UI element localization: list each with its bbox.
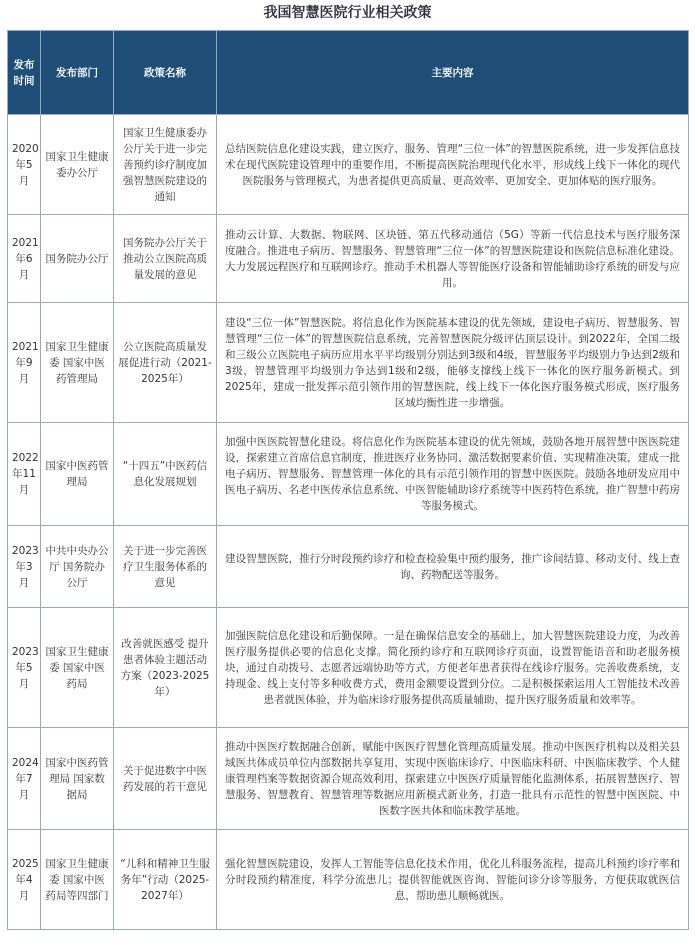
cell-content: 建设智慧医院，推行分时段预约诊疗和检查检验集中预约服务，推广诊间结算、移动支付、线上查询、药物配送等服务。 [217, 526, 689, 608]
table-header-row [8, 31, 689, 115]
cell-dept: 国务院办公厅 [41, 215, 114, 303]
header-dept: 发布部门 [41, 31, 114, 115]
table-row [8, 830, 689, 930]
cell-policy: “十四五”中医药信息化发展规划 [114, 423, 217, 526]
cell-content: 推动中医医疗数据融合创新，赋能中医医疗智慧化管理高质量发展。推动中医医疗机构以及相关县域医共体成员单位内部数据共享复用，实现中医临床诊疗、中医临床科研、中医临床教学、个人健康管理档案等数据资源合规高效利用，探索建立中医医疗质量智能化监测体系，拓展智慧医疗、智慧服务、智慧教育、智慧管理等数据应用新模式新业务，打造一批具有示范性的智慧中医医院、中医数字医共体和临床教学基地。 [217, 728, 689, 830]
table-row [8, 728, 689, 830]
header-date: 发布时间 [8, 31, 41, 115]
cell-policy: “儿科和精神卫生服务年”行动（2025-2027年） [114, 830, 217, 930]
cell-date: 2020年5月 [8, 115, 41, 215]
table-row [8, 608, 689, 728]
page-title: 我国智慧医院行业相关政策 [263, 5, 432, 21]
table-row [8, 115, 689, 215]
cell-date: 2021年9月 [8, 303, 41, 423]
cell-content: 加强医院信息化建设和后勤保障。一是在确保信息安全的基础上，加大智慧医院建设力度，为改善医疗服务提供必要的信息化支撑。简化预约诊疗和互联网诊疗页面，设置智能语音和助老服务模块，通过自动拨号、志愿者远端协助等方式，方便老年患者获得在线诊疗服务。完善收费系统，支持现金、线上支付等多种收费方式，费用金额要设置到分位。二是积极探索运用人工智能技术改善患者就医体验，并为临床诊疗服务提供高质量辅助，提升医疗服务质量和效率等。 [217, 608, 689, 728]
cell-date: 2024年7月 [8, 728, 41, 830]
cell-dept: 国家卫生健康委办公厅 [41, 115, 114, 215]
cell-policy: 关于促进数字中医药发展的若干意见 [114, 728, 217, 830]
cell-date: 2023年5月 [8, 608, 41, 728]
cell-content: 强化智慧医院建设，发挥人工智能等信息化技术作用，优化儿科服务流程，提高儿科预约诊疗率和分时段预约精准度，科学分流患儿；提供智能就医咨询、智能问诊分诊等服务，方便获取就医信息，帮助患儿顺畅就医。 [217, 830, 689, 930]
table-row [8, 215, 689, 303]
cell-policy: 国家卫生健康委办公厅关于进一步完善预约诊疗制度加强智慧医院建设的通知 [114, 115, 217, 215]
header-policy: 政策名称 [114, 31, 217, 115]
cell-policy: 公立医院高质量发展促进行动（2021-2025年） [114, 303, 217, 423]
cell-dept: 国家中医药管理局 国家数据局 [41, 728, 114, 830]
cell-dept: 国家卫生健康委 国家中医药管理局 [41, 303, 114, 423]
cell-dept: 国家卫生健康委 国家中医药局 [41, 608, 114, 728]
cell-dept: 国家卫生健康委 国家中医药局等四部门 [41, 830, 114, 930]
cell-policy: 国务院办公厅关于推动公立医院高质量发展的意见 [114, 215, 217, 303]
table-row [8, 423, 689, 526]
cell-policy: 关于进一步完善医疗卫生服务体系的意见 [114, 526, 217, 608]
cell-date: 2021年6月 [8, 215, 41, 303]
cell-dept: 国家中医药管理局 [41, 423, 114, 526]
table-row [8, 526, 689, 608]
policy-table [7, 30, 689, 930]
cell-content: 推动云计算、大数据、物联网、区块链、第五代移动通信（5G）等新一代信息技术与医疗服务深度融合。推进电子病历、智慧服务、智慧管理“三位一体”的智慧医院建设和医院信息标准化建设。大力发展远程医疗和互联网诊疗。推动手术机器人等智能医疗设备和智能辅助诊疗系统的研发与应用。 [217, 215, 689, 303]
cell-content: 总结医院信息化建设实践，建立医疗、服务、管理“三位一体”的智慧医院系统，进一步发挥信息技术在现代医院建设管理中的重要作用，不断提高医院治理现代化水平，形成线上线下一体化的现代医院服务与管理模式，为患者提供更高质量、更高效率、更加安全、更加体贴的医疗服务。 [217, 115, 689, 215]
cell-content: 加强中医医院智慧化建设。将信息化作为医院基本建设的优先领域，鼓励各地开展智慧中医医院建设，探索建立首席信息官制度，推进医疗业务协同、激活数据要素价值、实现精准决策，建成一批电子病历、智慧服务、智慧管理一体化的具有示范引领作用的智慧中医医院。鼓励各地研发应用中医电子病历、名老中医传承信息系统、中医智能辅助诊疗系统等中医药特色系统，推广智慧中药房等服务模式。 [217, 423, 689, 526]
table-row [8, 303, 689, 423]
cell-date: 2025年4月 [8, 830, 41, 930]
cell-policy: 改善就医感受 提升患者体验主题活动方案（2023-2025年） [114, 608, 217, 728]
cell-dept: 中共中央办公厅 国务院办公厅 [41, 526, 114, 608]
cell-date: 2022年11月 [8, 423, 41, 526]
cell-date: 2023年3月 [8, 526, 41, 608]
cell-content: 建设“三位一体”智慧医院。将信息化作为医院基本建设的优先领域，建设电子病历、智慧服务、智慧管理“三位一体”的智慧医院信息系统，完善智慧医院分级评估顶层设计。到2022年，全国二级和三级公立医院电子病历应用水平平均级别分别达到3级和4级，智慧服务平均级别力争达到2级和3级，智慧管理平均级别力争达到1级和2级，能够支撑线上线下一体化的医疗服务新模式。到2025年，建成一批发挥示范引领作用的智慧医院，线上线下一体化医疗服务模式形成，医疗服务区域均衡性进一步增强。 [217, 303, 689, 423]
header-content: 主要内容 [217, 31, 689, 115]
